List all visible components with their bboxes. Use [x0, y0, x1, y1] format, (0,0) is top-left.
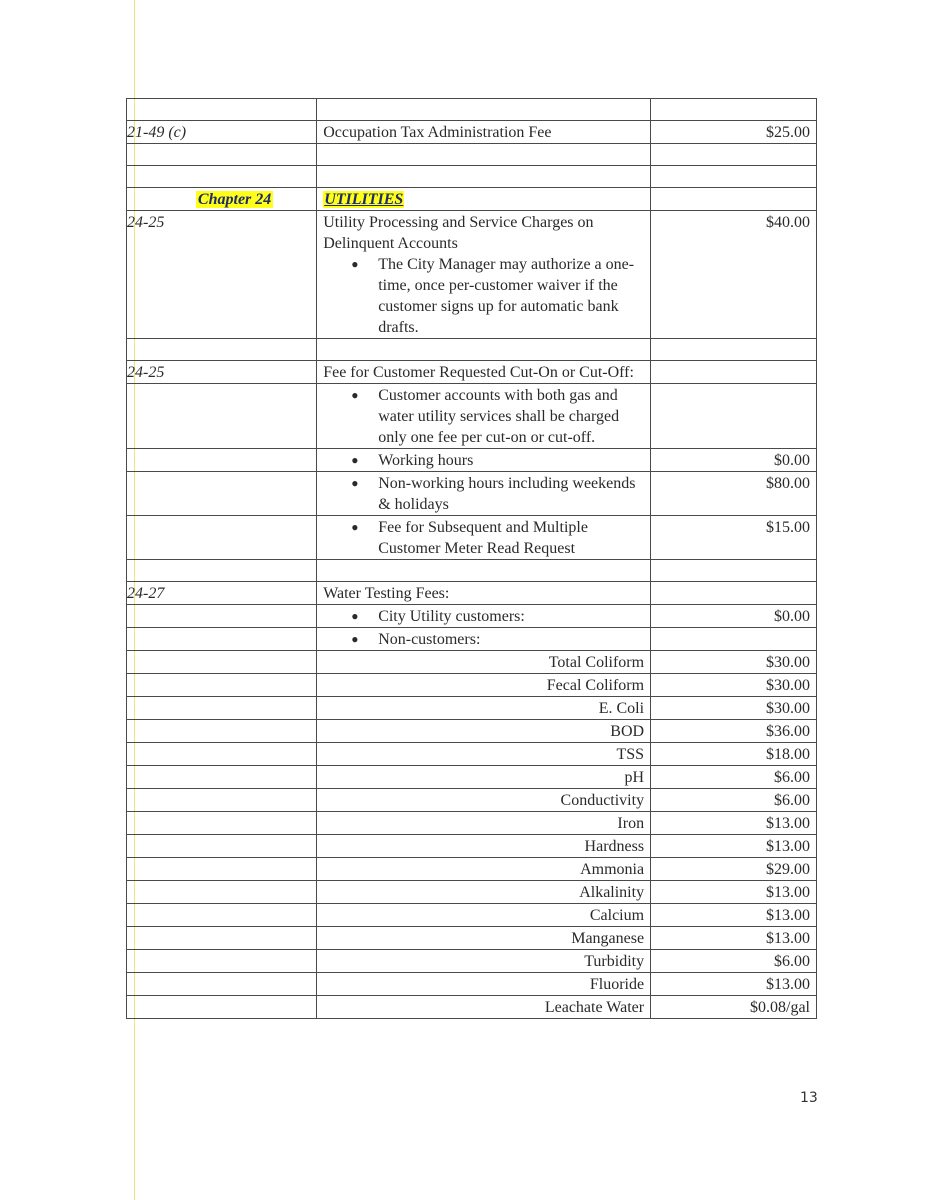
code-cell [127, 789, 317, 812]
code-cell [127, 605, 317, 628]
code-cell [127, 560, 317, 582]
code-cell [127, 858, 317, 881]
test-name: Turbidity [317, 950, 651, 973]
test-name: Alkalinity [317, 881, 651, 904]
test-fee: $13.00 [651, 973, 817, 996]
test-name: Calcium [317, 904, 651, 927]
bullet-text: Fee for Subsequent and Multiple Customer Meter Read Request [378, 519, 588, 557]
water-test-row [127, 927, 817, 950]
code-cell [127, 904, 317, 927]
test-fee: $13.00 [651, 835, 817, 858]
test-fee: $29.00 [651, 858, 817, 881]
bullet-item [323, 629, 644, 650]
test-name: Manganese [317, 927, 651, 950]
table-row [127, 449, 817, 472]
fee-schedule-table [126, 98, 817, 1019]
test-fee: $6.00 [651, 766, 817, 789]
description-cell [317, 605, 651, 628]
description-cell: Fee for Customer Requested Cut-On or Cut-Off: [317, 361, 651, 384]
code-cell [127, 516, 317, 560]
water-test-row [127, 766, 817, 789]
description-cell [317, 449, 651, 472]
description-cell [317, 560, 651, 582]
code-cell [127, 674, 317, 697]
test-name: E. Coli [317, 697, 651, 720]
test-name: BOD [317, 720, 651, 743]
bullet-text: City Utility customers: [378, 608, 525, 625]
bullet-icon: ● [351, 520, 359, 534]
code-cell [127, 449, 317, 472]
table-row [127, 121, 817, 144]
test-fee: $13.00 [651, 881, 817, 904]
table-row [127, 144, 817, 166]
bullet-item [323, 254, 644, 338]
table-row [127, 628, 817, 651]
description-cell [317, 211, 651, 339]
fee-cell [651, 188, 817, 211]
chapter-title-cell [317, 188, 651, 211]
water-test-row [127, 996, 817, 1019]
bullet-item [323, 473, 644, 515]
code-cell [127, 144, 317, 166]
water-test-row [127, 904, 817, 927]
code-cell [127, 881, 317, 904]
bullet-text: Non-working hours including weekends & holidays [378, 475, 636, 513]
water-test-row [127, 812, 817, 835]
test-fee: $13.00 [651, 812, 817, 835]
water-test-row [127, 743, 817, 766]
code-cell [127, 950, 317, 973]
description-cell [317, 384, 651, 449]
description-cell [317, 166, 651, 188]
description-cell: Occupation Tax Administration Fee [317, 121, 651, 144]
fee-cell [651, 339, 817, 361]
code-cell: 24-25 [127, 361, 317, 384]
code-cell [127, 472, 317, 516]
bullet-text: Non-customers: [378, 631, 481, 648]
bullet-text: The City Manager may authorize a one-time, once per-customer waiver if the customer signs up for automatic bank drafts. [378, 256, 635, 336]
bullet-item [323, 517, 644, 559]
water-test-row [127, 789, 817, 812]
fee-cell [651, 582, 817, 605]
test-fee: $30.00 [651, 651, 817, 674]
fee-cell: $0.00 [651, 449, 817, 472]
code-cell [127, 996, 317, 1019]
description-cell: Water Testing Fees: [317, 582, 651, 605]
test-name: Iron [317, 812, 651, 835]
test-name: Leachate Water [317, 996, 651, 1019]
code-cell [127, 812, 317, 835]
test-name: Hardness [317, 835, 651, 858]
test-name: Fluoride [317, 973, 651, 996]
page-number: 13 [800, 1090, 818, 1106]
fee-cell [651, 99, 817, 121]
chapter-label: Chapter 24 [197, 191, 272, 208]
bullet-item [323, 385, 644, 448]
table-row [127, 166, 817, 188]
water-test-row [127, 674, 817, 697]
description-cell [317, 144, 651, 166]
fee-cell: $0.00 [651, 605, 817, 628]
test-fee: $0.08/gal [651, 996, 817, 1019]
fee-cell: $25.00 [651, 121, 817, 144]
table-row [127, 384, 817, 449]
water-test-row [127, 973, 817, 996]
water-test-row [127, 835, 817, 858]
table-row [127, 472, 817, 516]
code-cell [127, 651, 317, 674]
bullet-text: Working hours [378, 452, 474, 469]
code-cell [127, 339, 317, 361]
bullet-icon: ● [351, 632, 359, 646]
code-cell [127, 835, 317, 858]
test-fee: $30.00 [651, 697, 817, 720]
code-cell [127, 743, 317, 766]
bullet-text: Customer accounts with both gas and water utility services shall be charged only one fee per cut-on or cut-off. [378, 387, 620, 446]
test-name: Ammonia [317, 858, 651, 881]
water-test-row [127, 858, 817, 881]
test-name: Fecal Coliform [317, 674, 651, 697]
code-cell [127, 384, 317, 449]
description-cell [317, 516, 651, 560]
table-row [127, 361, 817, 384]
description-cell [317, 339, 651, 361]
test-name: TSS [317, 743, 651, 766]
fee-cell [651, 384, 817, 449]
fee-cell [651, 144, 817, 166]
code-cell [127, 927, 317, 950]
table-row [127, 339, 817, 361]
water-test-row [127, 950, 817, 973]
table-row [127, 211, 817, 339]
bullet-item [323, 606, 644, 627]
chapter-title: UTILITIES [324, 191, 404, 208]
fee-cell [651, 628, 817, 651]
bullet-icon: ● [351, 609, 359, 623]
test-fee: $13.00 [651, 904, 817, 927]
test-name: pH [317, 766, 651, 789]
table-row [127, 582, 817, 605]
code-cell [127, 697, 317, 720]
table-row [127, 99, 817, 121]
test-fee: $13.00 [651, 927, 817, 950]
test-fee: $30.00 [651, 674, 817, 697]
bullet-icon: ● [351, 388, 359, 402]
water-test-row [127, 881, 817, 904]
test-fee: $6.00 [651, 789, 817, 812]
fee-cell: $15.00 [651, 516, 817, 560]
bullet-icon: ● [351, 257, 359, 271]
fee-cell [651, 560, 817, 582]
bullet-icon: ● [351, 476, 359, 490]
code-cell [127, 720, 317, 743]
code-cell: 24-27 [127, 582, 317, 605]
test-fee: $6.00 [651, 950, 817, 973]
water-test-row [127, 651, 817, 674]
description-cell [317, 472, 651, 516]
bullet-icon: ● [351, 453, 359, 467]
code-cell [127, 766, 317, 789]
description-text: Utility Processing and Service Charges on Delinquent Accounts [323, 214, 594, 252]
test-fee: $36.00 [651, 720, 817, 743]
test-fee: $18.00 [651, 743, 817, 766]
description-cell [317, 99, 651, 121]
water-test-row [127, 720, 817, 743]
bullet-item [323, 450, 644, 471]
fee-cell [651, 166, 817, 188]
table-row [127, 605, 817, 628]
description-cell [317, 628, 651, 651]
test-name: Conductivity [317, 789, 651, 812]
code-cell [127, 166, 317, 188]
chapter-row [127, 188, 817, 211]
code-cell [127, 628, 317, 651]
test-name: Total Coliform [317, 651, 651, 674]
code-cell: 21-49 (c) [127, 121, 317, 144]
code-cell [127, 99, 317, 121]
fee-cell [651, 361, 817, 384]
fee-cell: $80.00 [651, 472, 817, 516]
fee-cell: $40.00 [651, 211, 817, 339]
water-test-row [127, 697, 817, 720]
table-row [127, 516, 817, 560]
code-cell: 24-25 [127, 211, 317, 339]
code-cell [127, 973, 317, 996]
water-tests-list [127, 651, 817, 1019]
table-row [127, 560, 817, 582]
chapter-cell [127, 188, 317, 211]
